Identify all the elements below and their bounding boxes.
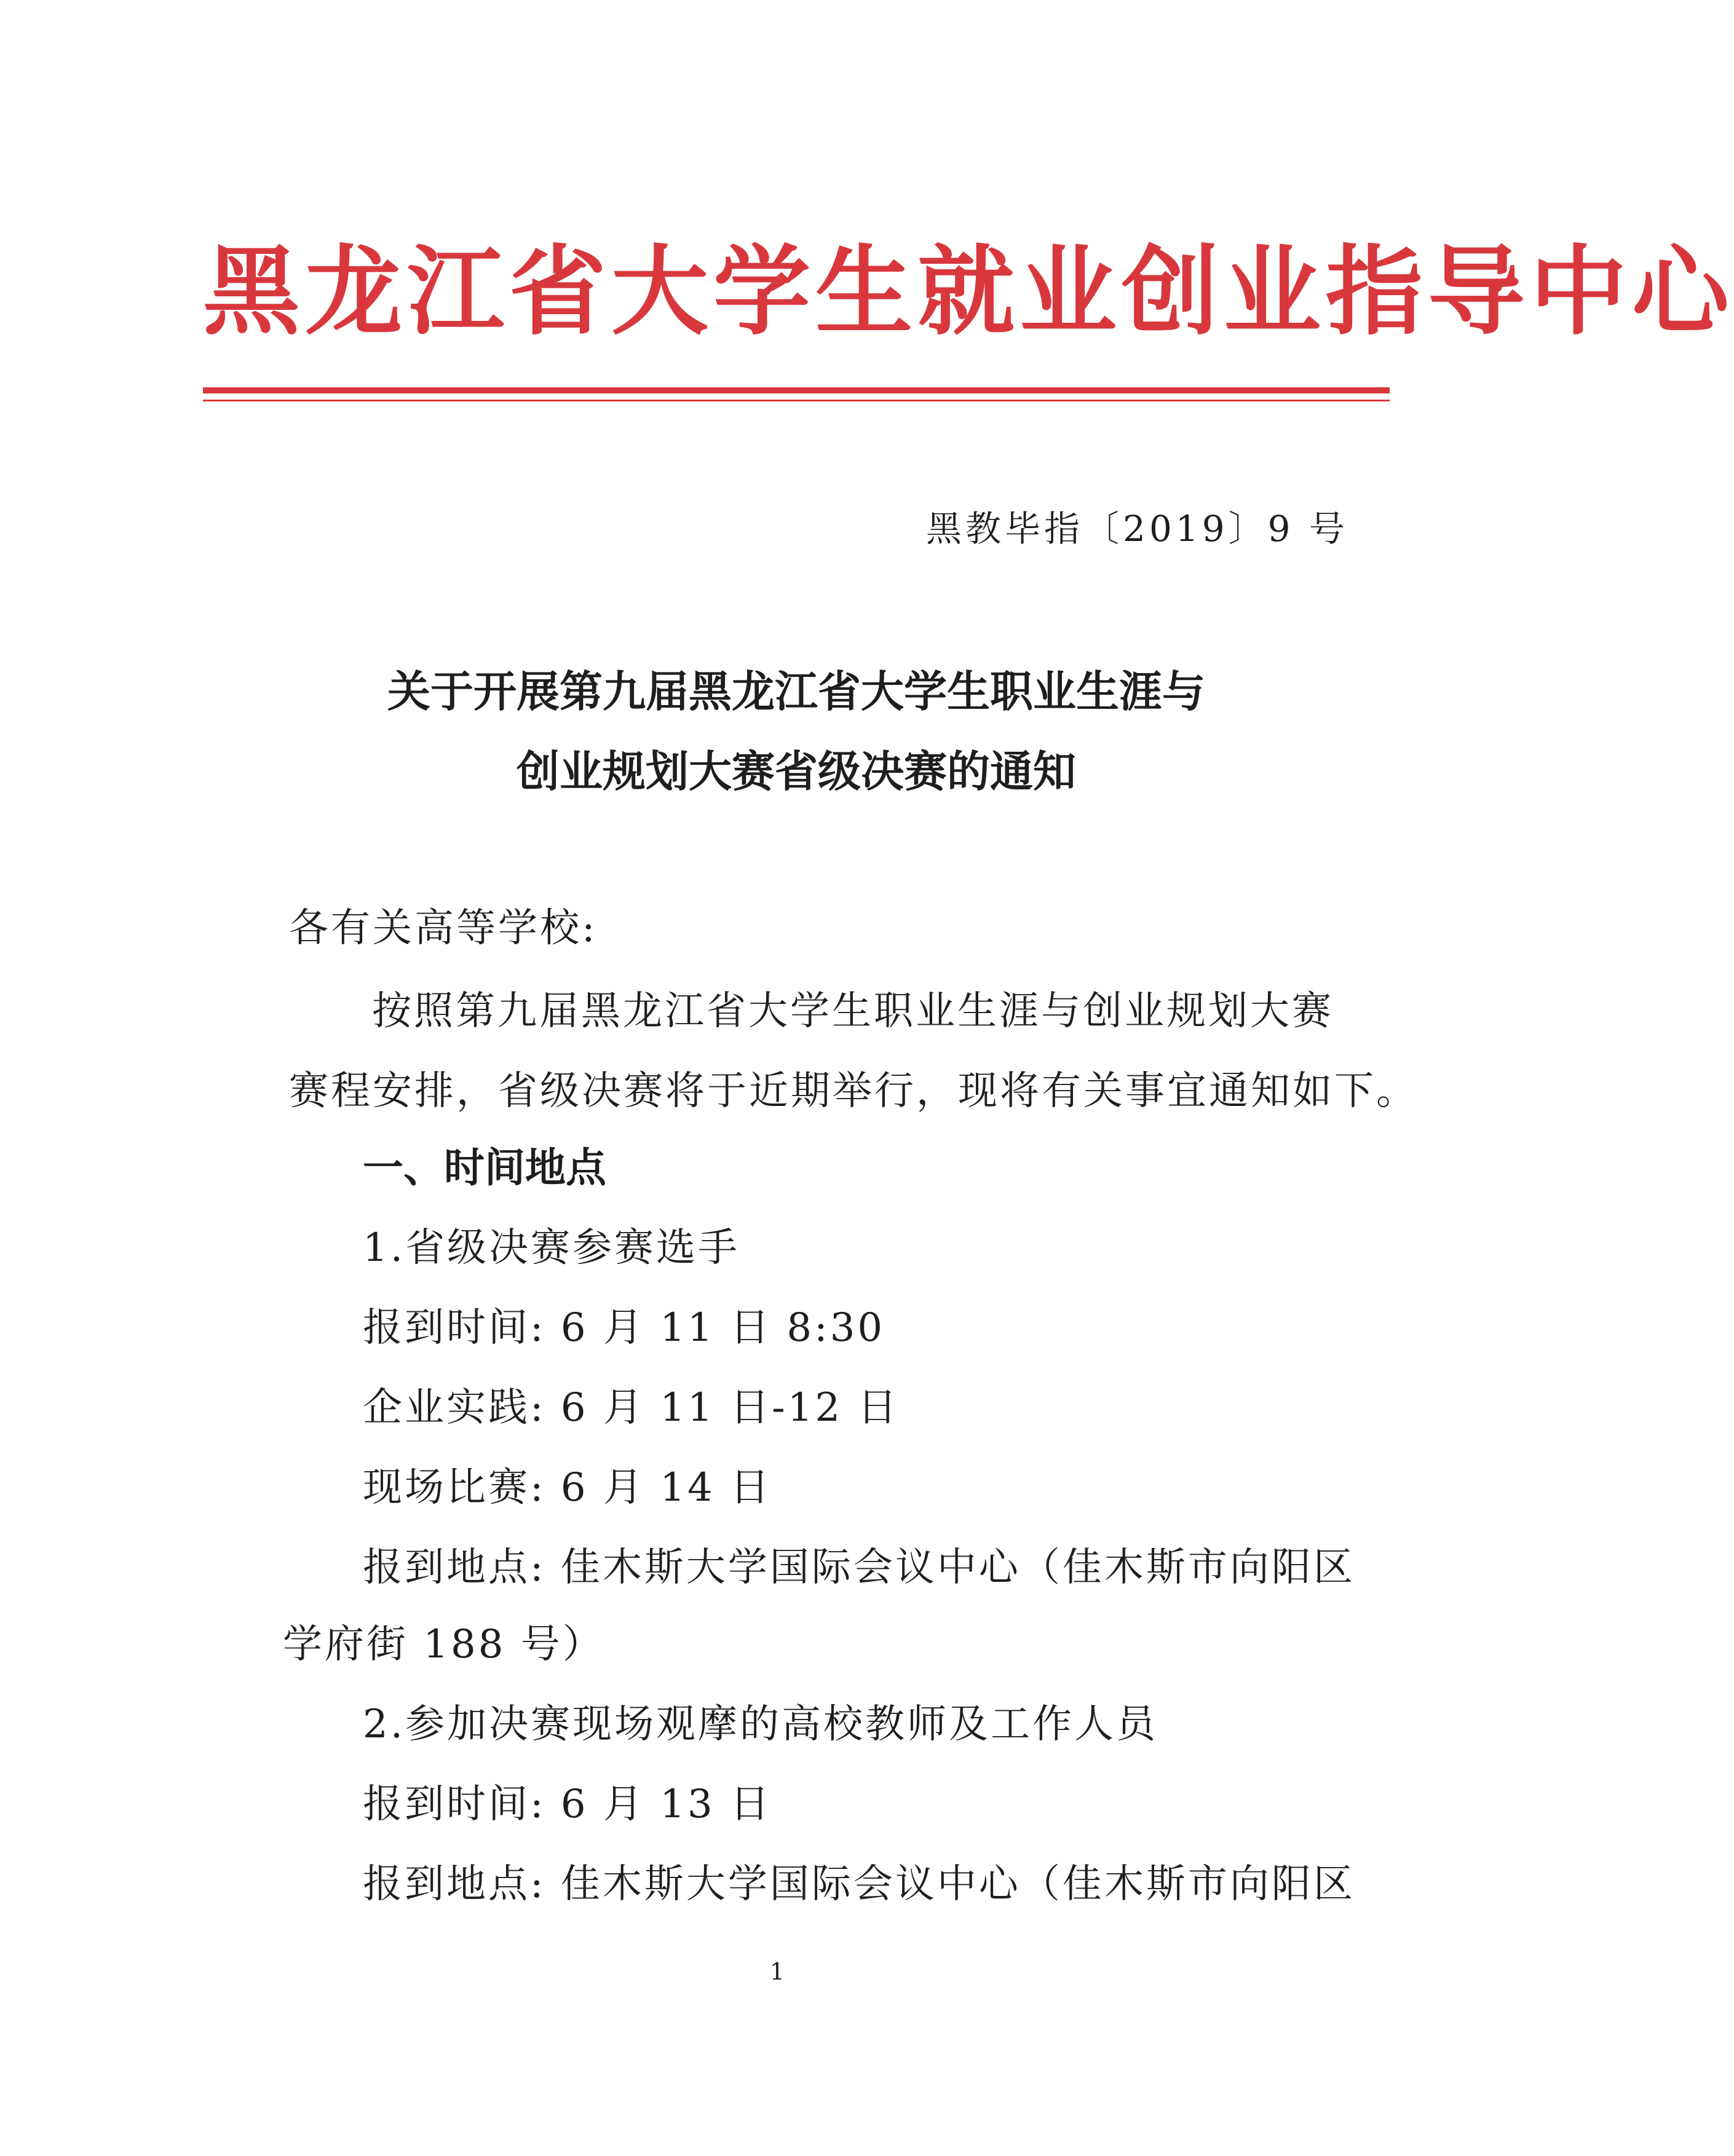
header-red-rule-thick bbox=[203, 387, 1390, 393]
item-1-report-location-line-2: 学府街 188 号） bbox=[283, 1622, 604, 1667]
item-1-report-time: 报到时间: 6 月 11 日 8:30 bbox=[363, 1305, 885, 1351]
item-2-report-location-line-1: 报到地点: 佳木斯大学国际会议中心（佳木斯市向阳区 bbox=[363, 1862, 1355, 1907]
notice-title-line-2: 创业规划大赛省级决赛的通知 bbox=[517, 746, 1076, 797]
issuing-organization-header: 黑龙江省大学生就业创业指导中心 bbox=[203, 235, 1734, 349]
notice-title-line-1: 关于开展第九届黑龙江省大学生职业生涯与 bbox=[387, 666, 1205, 717]
item-1-heading: 1.省级决赛参赛选手 bbox=[363, 1225, 740, 1271]
salutation: 各有关高等学校: bbox=[289, 906, 598, 951]
document-number: 黑教毕指〔2019〕9 号 bbox=[926, 508, 1348, 550]
section-heading-time-location: 一、时间地点 bbox=[363, 1144, 606, 1191]
header-red-rule-thin bbox=[203, 400, 1390, 401]
item-1-onsite-competition: 现场比赛: 6 月 14 日 bbox=[363, 1465, 772, 1510]
page-number: 1 bbox=[769, 1958, 785, 1985]
item-1-report-location-line-1: 报到地点: 佳木斯大学国际会议中心（佳木斯市向阳区 bbox=[363, 1545, 1355, 1590]
intro-paragraph-line-2: 赛程安排，省级决赛将于近期举行，现将有关事宜通知如下。 bbox=[289, 1068, 1418, 1114]
item-2-heading: 2.参加决赛现场观摩的高校教师及工作人员 bbox=[363, 1702, 1158, 1747]
item-1-enterprise-practice: 企业实践: 6 月 11 日-12 日 bbox=[363, 1385, 900, 1431]
intro-paragraph-line-1: 按照第九届黑龙江省大学生职业生涯与创业规划大赛 bbox=[372, 989, 1334, 1034]
item-2-report-time: 报到时间: 6 月 13 日 bbox=[363, 1782, 772, 1827]
